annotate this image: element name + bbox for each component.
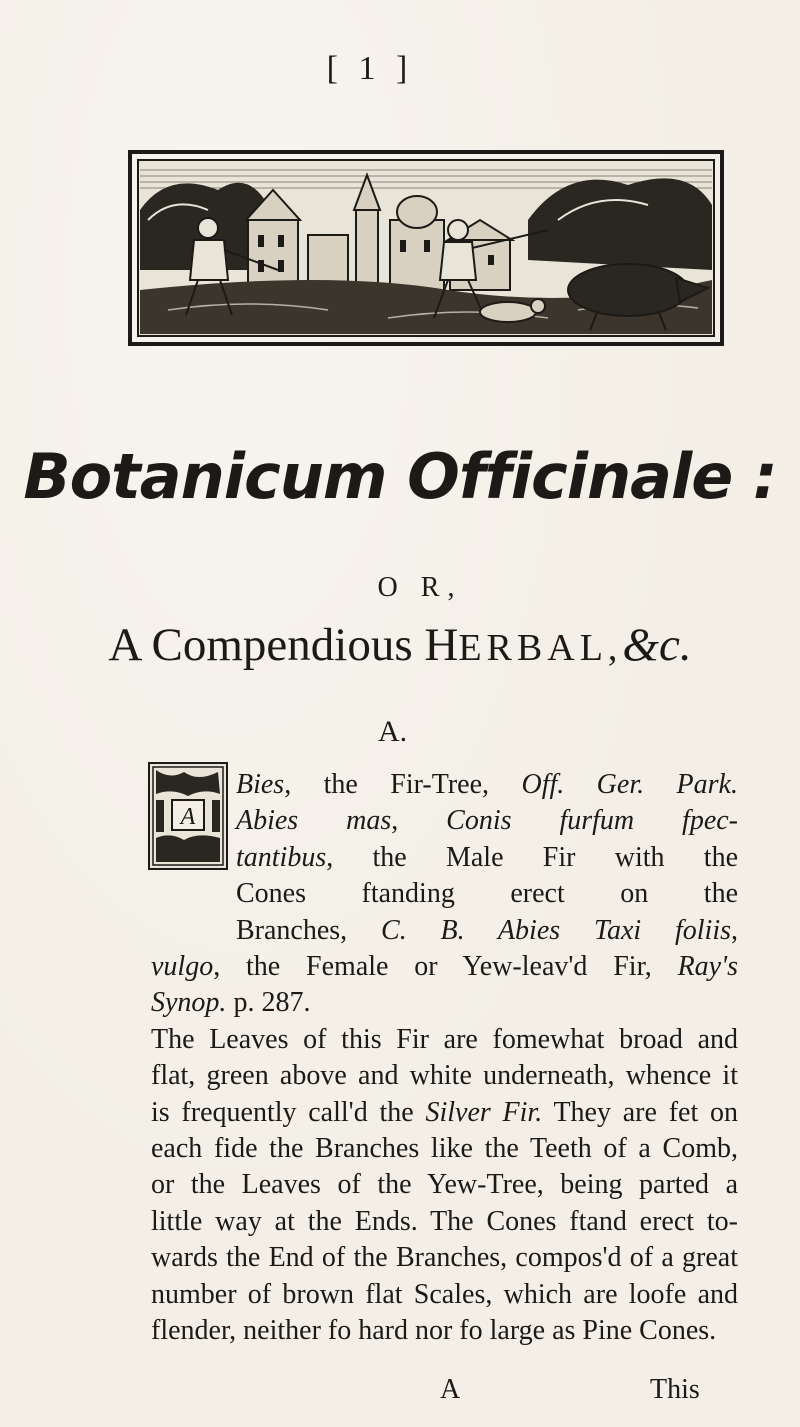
text-segment: Ray's [677,951,738,982]
text-line [236,913,738,949]
text-line [151,985,310,1021]
text-line [151,1240,738,1276]
text-line [236,767,738,803]
or-conjunction: O R, [377,572,463,603]
signature-mark: A [440,1374,461,1405]
text-line [151,949,738,985]
subtitle-h: H [424,619,459,671]
initial-letter: A [180,804,196,830]
text-line [151,1058,738,1094]
text-segment: The Leaves of this Fir are fomewhat broad and [151,1023,738,1055]
text-line [151,1095,738,1131]
book-title: Botanicum Officinale : [23,440,777,513]
text-segment: number of brown flat Scales, which are loofe and [151,1278,738,1310]
text-segment: wards the End of the Branches, compos'd of a great [151,1242,738,1274]
text-segment: p. 287. [226,987,311,1019]
text-line [151,1131,738,1167]
book-subtitle [0,618,800,672]
subtitle-rest: ERBAL, [458,627,623,669]
text-segment: Silver Fir. [425,1096,543,1128]
text-segment: flender, neither fo hard nor fo large as Pine Cones. [151,1315,717,1346]
text-segment: Abies mas [236,805,392,837]
text-segment: Synop. [151,987,227,1019]
text-segment: , the Fir-Tree, [284,769,522,800]
text-line [151,1167,738,1203]
text-segment: is frequently call'd the [151,1096,426,1128]
hunting-scene-headpiece [128,150,724,350]
subtitle-etc: &c. [622,619,692,671]
text-line [151,1022,738,1058]
page-number: [ 1 ] [326,50,414,87]
text-segment: , the Male Fir with the [326,841,738,873]
text-segment: tantibus [236,841,327,873]
catchword: This [650,1374,700,1405]
text-segment: C. B. Abies Taxi foliis [381,914,732,946]
text-segment: little way at the Ends. The Cones ftand erect to- [151,1205,738,1237]
text-line [151,1313,716,1349]
decorated-initial [148,762,228,870]
text-segment: each fide the Branches like the Teeth of a Comb, [151,1133,738,1164]
text-segment: , the Female or Yew-leav'd Fir, [213,951,678,982]
text-line [236,840,738,876]
section-letter: A. [378,715,408,748]
decorated-initial-frame-icon [148,762,228,870]
text-line [236,876,738,912]
text-segment: or the Leaves of the Yew-Tree, being parted a [151,1169,738,1201]
text-segment: Bies [236,769,285,800]
text-segment: Conis furfum fpec- [446,805,738,837]
text-line [236,803,738,839]
text-segment: Branches, [236,914,382,946]
subtitle-lead: A Compendious [108,619,425,671]
text-segment: They are fet on [542,1096,738,1128]
text-segment: vulgo [151,951,214,982]
text-segment: flat, green above and white underneath, whence it [151,1060,738,1092]
text-line [151,1277,738,1313]
text-segment: Cones ftanding erect on the [236,878,738,910]
text-segment: Off. Ger. Park. [521,769,738,800]
text-segment: , [391,805,447,837]
text-line [151,1204,738,1240]
text-segment: , [731,914,739,946]
